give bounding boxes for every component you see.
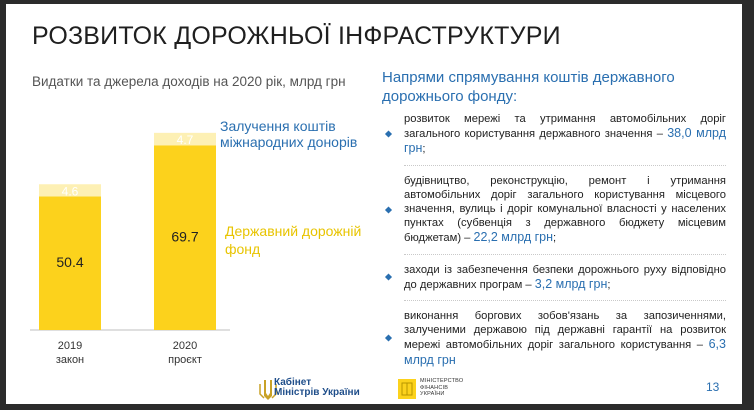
diamond-bullet-icon bbox=[385, 274, 392, 281]
list-item bbox=[386, 263, 726, 292]
ministry-line2: ФІНАНСІВ bbox=[420, 384, 449, 391]
cabinet-line1: Кабінет bbox=[274, 377, 312, 388]
divider bbox=[404, 300, 726, 301]
bar-chart bbox=[6, 4, 376, 374]
list-item bbox=[386, 174, 726, 246]
cabinet-logo-text bbox=[274, 378, 360, 398]
item-tail: ; bbox=[553, 232, 557, 245]
data-label-2019-series-1: 4.6 bbox=[61, 184, 79, 199]
divider bbox=[404, 165, 726, 166]
list-item bbox=[386, 112, 726, 157]
item-amount: 3,2 млрд грн bbox=[534, 276, 608, 291]
item-amount: 6,3 млрд грн bbox=[404, 337, 726, 367]
diamond-bullet-icon bbox=[385, 131, 392, 138]
page-title: РОЗВИТОК ДОРОЖНЬОЇ ІНФРАСТРУКТУРИ bbox=[32, 22, 561, 50]
x-tick-label-2019: 2019 bbox=[57, 340, 83, 352]
legend-fund-line1: Державний дорожній bbox=[225, 223, 362, 239]
legend-donors-line2: міжнародних донорів bbox=[220, 134, 358, 150]
item-text: розвиток мережі та утримання автомобільних доріг загального користування державного значення – bbox=[404, 113, 726, 141]
directions-list bbox=[386, 112, 726, 368]
cabinet-line2: Міністрів України bbox=[274, 387, 360, 398]
data-label-2020-series-1: 4.7 bbox=[176, 133, 194, 148]
diamond-bullet-icon bbox=[385, 335, 392, 342]
slide bbox=[6, 4, 742, 404]
x-tick-sublabel-2019: закон bbox=[55, 354, 85, 366]
x-tick-sublabel-2020: проєкт bbox=[168, 354, 202, 366]
x-tick-label-2020: 2020 bbox=[172, 340, 198, 352]
item-text: виконання боргових зобов'язань за запозиченнями, залученими державою під державні гарантії на розвиток мережі автомобільних доріг загального користування – bbox=[404, 310, 726, 352]
ministry-logo-text bbox=[420, 378, 463, 398]
divider bbox=[404, 254, 726, 255]
item-amount: 22,2 млрд грн bbox=[473, 230, 554, 245]
list-item bbox=[386, 309, 726, 368]
legend-fund-line2: фонд bbox=[225, 241, 261, 257]
page-number: 13 bbox=[706, 380, 720, 394]
chart-title: Видатки та джерела доходів на 2020 рік, млрд грн bbox=[32, 74, 346, 89]
item-tail: ; bbox=[422, 143, 426, 156]
diamond-bullet-icon bbox=[385, 206, 392, 213]
ministry-emblem-icon bbox=[398, 379, 416, 399]
ministry-line1: МІНІСТЕРСТВО bbox=[420, 378, 464, 384]
ministry-line3: УКРАЇНИ bbox=[420, 391, 445, 397]
item-tail: ; bbox=[607, 278, 611, 291]
data-label-2020-series-0: 69.7 bbox=[171, 228, 199, 245]
data-label-2019-series-0: 50.4 bbox=[56, 254, 84, 271]
item-text: заходи із забезпечення безпеки дорожнього руху відповідно до державних програм – bbox=[404, 263, 726, 291]
legend-donors-line1: Залучення коштів bbox=[220, 118, 336, 134]
item-amount: 38,0 млрд грн bbox=[404, 126, 726, 156]
directions-title: Напрями спрямування коштів державного дорожнього фонду: bbox=[382, 69, 675, 105]
item-text: будівництво, реконструкцію, ремонт і утримання автомобільних доріг загального користування місцевого значення, вулиць і доріг комунальної власності у населених пунктах (субвенція з державного бюджету місцевим бюджетам) – bbox=[404, 174, 726, 245]
